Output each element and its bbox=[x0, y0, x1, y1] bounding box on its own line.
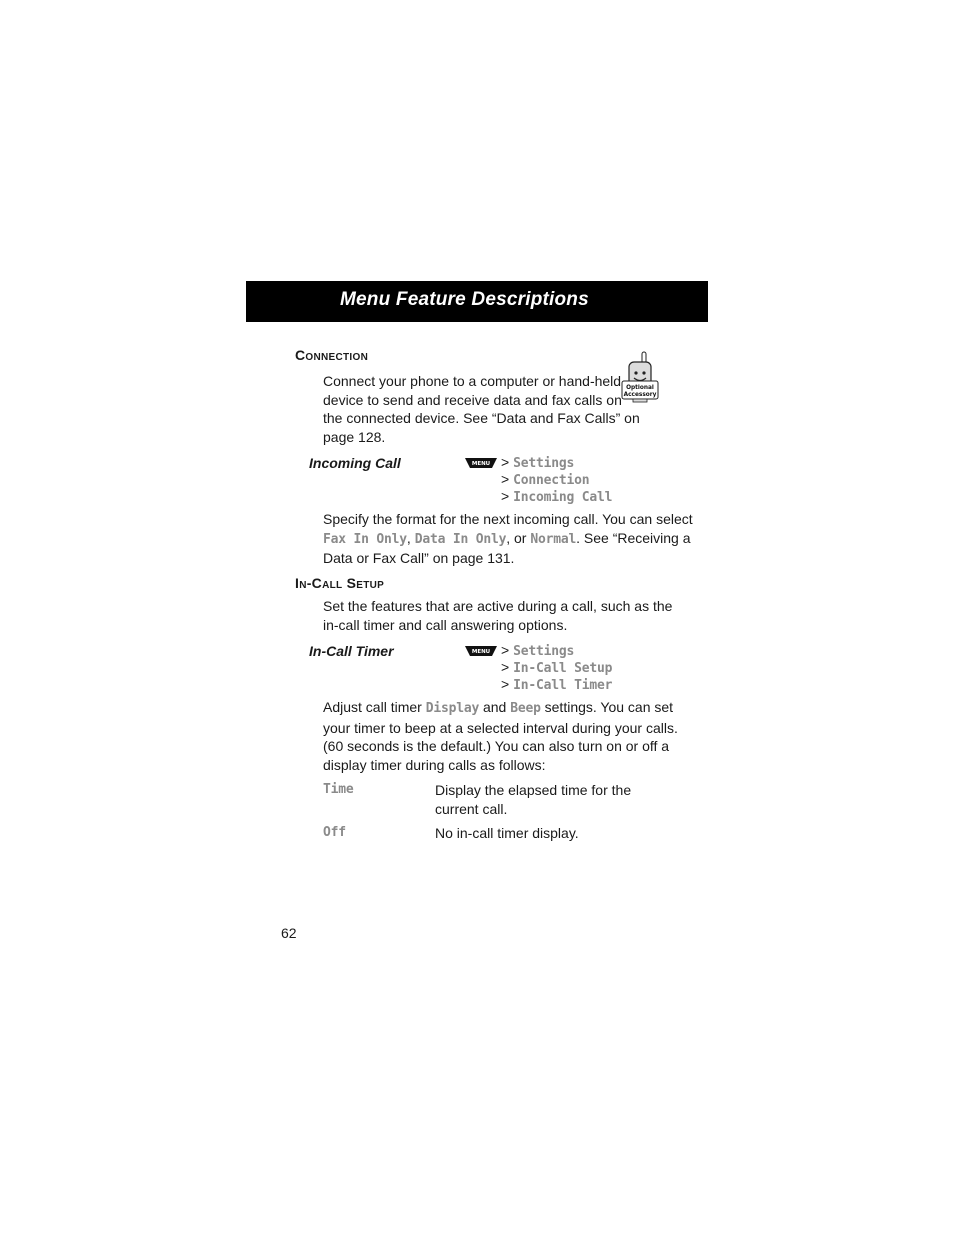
accessory-line1: Optional bbox=[626, 385, 654, 391]
option-normal: Normal bbox=[530, 531, 577, 547]
text-line: display timer during calls as follows: bbox=[323, 756, 546, 773]
text-line: Display the elapsed time for the bbox=[435, 782, 632, 798]
option-fax-in-only: Fax In Only bbox=[323, 531, 407, 547]
option-term-off: Off bbox=[323, 825, 346, 840]
text-line: device to send and receive data and fax calls on bbox=[323, 391, 622, 408]
menu-key-icon bbox=[465, 646, 497, 656]
feature-label-in-call-timer: In-Call Timer bbox=[309, 643, 394, 659]
text-line: in-call timer and call answering options. bbox=[323, 616, 568, 633]
in-call-timer-description bbox=[323, 698, 678, 774]
in-call-setup-intro bbox=[323, 597, 673, 634]
page-number: 62 bbox=[281, 925, 297, 941]
text-line: Connect your phone to a computer or hand-held bbox=[323, 373, 622, 389]
menu-item-connection: Connection bbox=[513, 473, 590, 488]
text-line: Fax In Only, Data In Only, or Normal. See “Receiving a bbox=[323, 529, 691, 547]
text-line: page 128. bbox=[323, 428, 386, 445]
section-heading-connection: Connection bbox=[295, 347, 369, 363]
menu-item-incoming-call: Incoming Call bbox=[513, 490, 613, 505]
text-line: Adjust call timer Display and Beep settings. You can set bbox=[323, 699, 674, 716]
text-line: current call. bbox=[435, 800, 508, 817]
section-heading-in-call-setup: In-Call Setup bbox=[295, 575, 385, 591]
optional-accessory-icon bbox=[620, 350, 660, 406]
menu-path-step: > Settings bbox=[501, 642, 575, 659]
option-data-in-only: Data In Only bbox=[414, 531, 507, 547]
accessory-line2: Accessory bbox=[623, 392, 657, 398]
menu-item-in-call-setup: In-Call Setup bbox=[513, 661, 613, 676]
menu-key-icon bbox=[465, 458, 497, 468]
menu-key-label: MENU bbox=[471, 649, 491, 656]
page-title: Menu Feature Descriptions bbox=[340, 289, 589, 310]
text-line: (60 seconds is the default.) You can also turn on or off a bbox=[323, 738, 670, 754]
menu-key-label: MENU bbox=[471, 461, 491, 468]
menu-path-step: > In-Call Setup bbox=[501, 659, 613, 676]
text-line: Set the features that are active during a call, such as the bbox=[323, 598, 673, 614]
connection-intro bbox=[323, 372, 663, 446]
incoming-call-description bbox=[323, 510, 693, 568]
text-line: your timer to beep at a selected interval during your calls. bbox=[323, 719, 678, 736]
menu-path-step: > Settings bbox=[501, 454, 575, 471]
text-line: No in-call timer display. bbox=[435, 825, 579, 841]
menu-path-step: > Connection bbox=[501, 471, 590, 488]
text-line: Data or Fax Call” on page 131. bbox=[323, 550, 515, 566]
option-desc-time bbox=[435, 781, 631, 818]
menu-item-in-call-timer: In-Call Timer bbox=[513, 678, 613, 693]
option-term-time: Time bbox=[323, 782, 354, 797]
menu-path-step: > Incoming Call bbox=[501, 488, 613, 505]
menu-path-step: > In-Call Timer bbox=[501, 676, 613, 693]
option-desc-off bbox=[435, 824, 579, 843]
option-beep: Beep bbox=[510, 701, 541, 716]
text-line: the connected device. See “Data and Fax Calls” on bbox=[323, 410, 640, 426]
feature-label-incoming-call: Incoming Call bbox=[309, 455, 401, 471]
text-line: Specify the format for the next incoming call. You can select bbox=[323, 511, 693, 527]
option-display: Display bbox=[425, 701, 480, 716]
menu-item-settings: Settings bbox=[513, 456, 575, 471]
menu-item-settings: Settings bbox=[513, 644, 575, 659]
